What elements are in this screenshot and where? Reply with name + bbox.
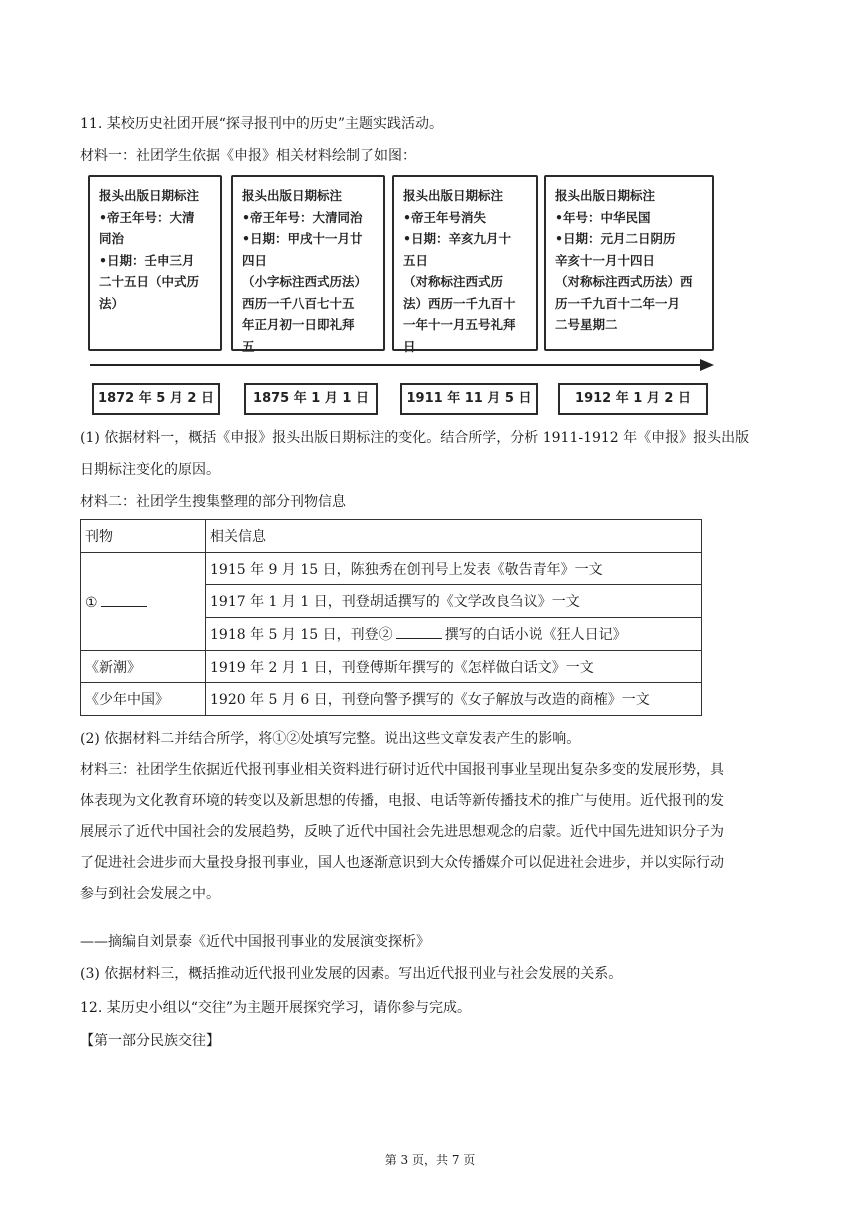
table-row <box>81 650 702 683</box>
card-line: 报头出版日期标注 <box>403 188 504 203</box>
table-cell: 1917 年 1 月 1 日，刊登胡适撰写的《文学改良刍议》一文 <box>206 585 702 618</box>
q12-title: 12. 某历史小组以“交往”为主题开展探究学习，请你参与完成。 <box>80 1000 472 1016</box>
card-line: •帝王年号消失 <box>403 209 486 225</box>
card-line: 报头出版日期标注 <box>242 188 343 203</box>
section-heading: 【第一部分民族交往】 <box>80 1033 220 1049</box>
card-line: 五日 <box>403 252 429 268</box>
card-line: •日期：壬申三月 <box>99 252 195 268</box>
card-line: 法） <box>99 295 125 311</box>
timeline-date-1872: 1872 年 5 月 2 日 <box>92 383 220 415</box>
table-cell: 《新潮》 <box>81 650 206 683</box>
card-line: （小字标注西式历法） <box>242 274 368 289</box>
card-line: •帝王年号：大清 <box>99 209 195 225</box>
card-line: 历一千九百十二年一月 <box>555 295 681 311</box>
blank-marker: ① <box>85 594 98 611</box>
card-line: •日期：辛亥九月十 <box>403 231 511 246</box>
paragraph-line: 展展示了近代中国社会的发展趋势，反映了近代中国社会先进思想观念的启蒙。近代中国先进知识分子为 <box>80 824 724 840</box>
card-line: （对称标注西式历 <box>403 274 504 289</box>
table-cell: 1920 年 5 月 6 日，刊登向警予撰写的《女子解放与改造的商榷》一文 <box>206 683 702 716</box>
timeline-axis <box>90 364 706 366</box>
card-line: 五 <box>242 338 255 354</box>
periodical-name-blank <box>81 552 206 650</box>
table-header-cell: 刊物 <box>81 520 206 553</box>
paragraph-line: 材料三：社团学生依据近代报刊事业相关资料进行研讨近代中国报刊事业呈现出复杂多变的发展形势，具 <box>80 762 724 778</box>
card-line: 同治 <box>99 231 125 246</box>
periodical-table <box>80 519 702 716</box>
cell-text: 1918 年 5 月 15 日，刊登② <box>210 626 393 643</box>
shenbao-date-figure <box>88 175 720 415</box>
page-number: 第 3 页，共 7 页 <box>384 1153 476 1167</box>
timeline-date-1912: 1912 年 1 月 2 日 <box>558 383 708 415</box>
card-line: 年正月初一日即礼拜 <box>242 317 355 332</box>
figure-card-1912 <box>544 175 714 351</box>
table-cell <box>206 618 702 651</box>
table-row <box>81 552 702 585</box>
sub-question-3: (3) 依据材料三，概括推动近代报刊业发展的因素。写出近代报刊业与社会发展的关系。 <box>80 966 623 982</box>
card-line: •帝王年号：大清同治 <box>242 209 363 225</box>
card-line: 辛亥十一月十四日 <box>555 252 656 268</box>
table-cell: 1915 年 9 月 15 日，陈独秀在创刊号上发表《敬告青年》一文 <box>206 552 702 585</box>
table-header-cell: 相关信息 <box>206 520 702 553</box>
figure-card-1911 <box>392 175 538 354</box>
q11-title: 11. 某校历史社团开展“探寻报刊中的历史”主题实践活动。 <box>80 116 444 132</box>
card-line: （对称标注西式历法）西 <box>555 274 693 289</box>
table-row <box>81 683 702 716</box>
card-line: 西历一千八百七十五 <box>242 295 355 311</box>
card-line: 日 <box>403 338 416 354</box>
material1-intro: 材料一：社团学生依据《申报》相关材料绘制了如图： <box>80 148 416 164</box>
material3-source: ——摘编自刘景泰《近代中国报刊事业的发展演变探析》 <box>80 934 430 950</box>
card-line: •年号：中华民国 <box>555 209 651 225</box>
card-line: 二十五日（中式历 <box>99 274 200 289</box>
table-header-row <box>81 520 702 553</box>
fill-blank-1[interactable] <box>101 592 147 607</box>
card-line: 一年十一月五号礼拜 <box>403 317 516 332</box>
sub-question-1-cont: 日期标注变化的原因。 <box>80 462 220 478</box>
timeline-date-1875: 1875 年 1 月 1 日 <box>244 383 378 415</box>
card-line: 二号星期二 <box>555 317 618 332</box>
card-line: 四日 <box>242 252 268 268</box>
card-line: 报头出版日期标注 <box>99 188 200 203</box>
table-cell: 《少年中国》 <box>81 683 206 716</box>
material3-paragraph <box>80 755 800 910</box>
figure-card-1872 <box>88 175 222 351</box>
card-line: 报头出版日期标注 <box>555 188 656 203</box>
timeline-arrow-icon <box>700 359 714 371</box>
material2-intro: 材料二：社团学生搜集整理的部分刊物信息 <box>80 494 346 510</box>
paragraph-line: 参与到社会发展之中。 <box>80 886 220 902</box>
sub-question-1: (1) 依据材料一，概括《申报》报头出版日期标注的变化。结合所学，分析 1911-1912 年《申报》报头出版 <box>80 430 750 446</box>
cell-text: 撰写的白话小说《狂人日记》 <box>444 626 627 643</box>
paragraph-line: 体表现为文化教育环境的转变以及新思想的传播，电报、电话等新传播技术的推广与使用。近代报刊的发 <box>80 793 724 809</box>
timeline-date-1911: 1911 年 11 月 5 日 <box>400 383 538 415</box>
figure-card-1875 <box>231 175 385 354</box>
paragraph-line: 了促进社会进步而大量投身报刊事业，国人也逐渐意识到大众传播媒介可以促进社会进步，并以实际行动 <box>80 855 724 871</box>
card-line: 法）西历一千九百十 <box>403 295 516 311</box>
fill-blank-2[interactable] <box>396 624 442 639</box>
card-line: •日期：元月二日阴历 <box>555 231 676 246</box>
table-cell: 1919 年 2 月 1 日，刊登傅斯年撰写的《怎样做白话文》一文 <box>206 650 702 683</box>
sub-question-2: (2) 依据材料二并结合所学，将①②处填写完整。说出这些文章发表产生的影响。 <box>80 731 581 747</box>
card-line: •日期：甲戌十一月廿 <box>242 231 363 246</box>
